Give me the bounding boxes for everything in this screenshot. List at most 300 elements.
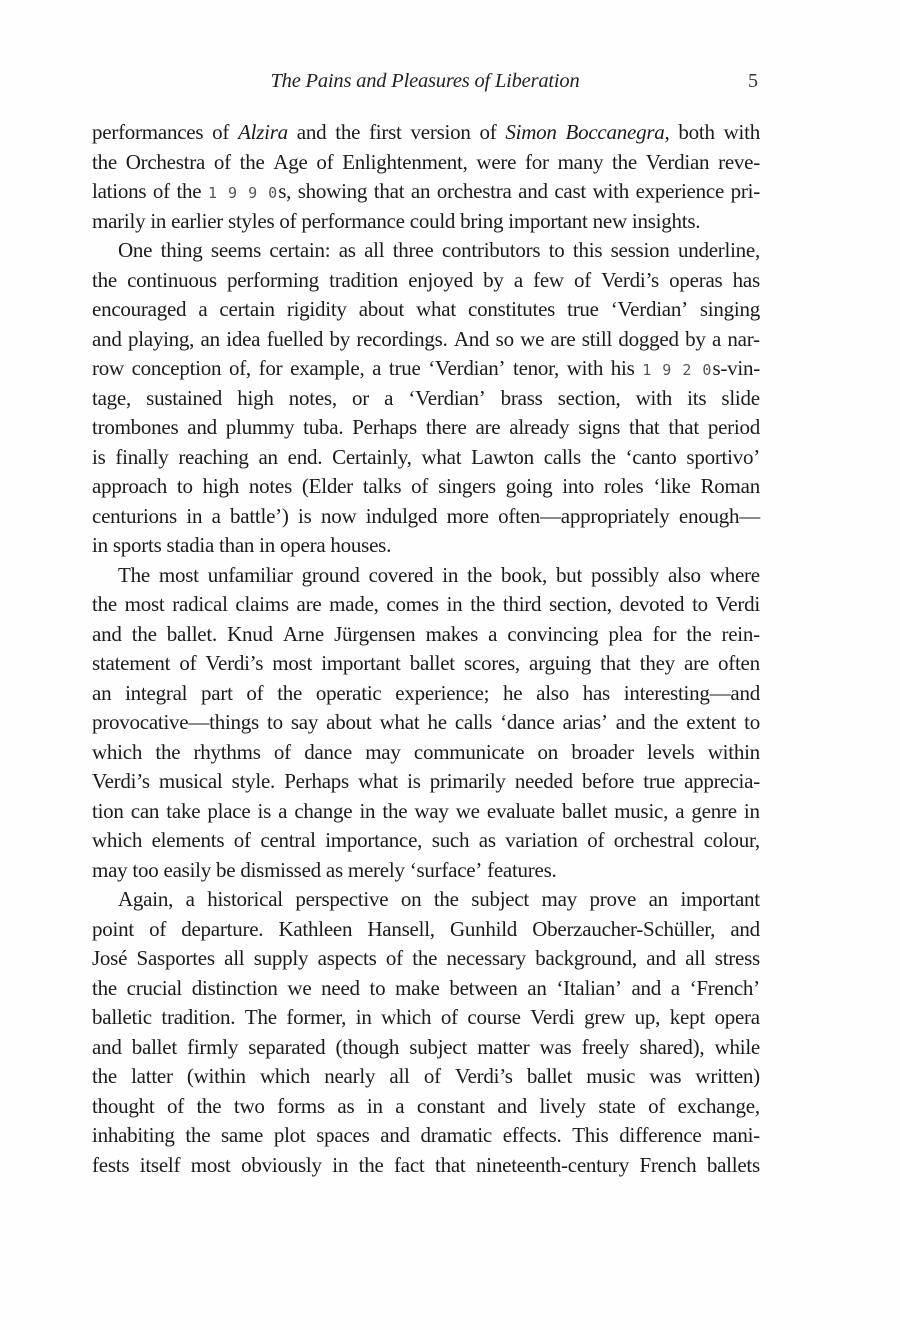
paragraph	[92, 118, 760, 236]
word: of	[587, 828, 605, 852]
word: and	[187, 415, 217, 439]
text-line	[92, 915, 760, 945]
word: the	[467, 562, 492, 587]
word: written)	[695, 1064, 760, 1088]
word: same	[220, 1123, 264, 1147]
word: stress	[714, 946, 760, 970]
word: stadia	[166, 533, 215, 557]
word: by	[329, 326, 350, 351]
word: true	[643, 769, 675, 793]
word: music	[586, 1064, 636, 1088]
word: evaluate	[486, 798, 555, 823]
word: the	[176, 179, 202, 203]
word: dismissed	[240, 857, 321, 882]
word: idea	[226, 326, 261, 351]
word: subject	[471, 887, 530, 911]
word: than	[219, 533, 255, 557]
text-line	[92, 413, 760, 443]
word: tion	[92, 798, 124, 823]
word: Verdi’s	[454, 1064, 513, 1088]
word: former,	[286, 1005, 347, 1029]
word: colour,	[703, 828, 760, 852]
word: section,	[557, 385, 621, 410]
word: in	[355, 1005, 372, 1029]
word: can	[130, 798, 160, 823]
text-line	[92, 944, 760, 974]
word: what	[358, 769, 398, 793]
word: is	[92, 444, 106, 469]
word: was	[649, 1064, 682, 1088]
word: what	[379, 710, 420, 734]
word: Verdi’s	[92, 769, 150, 793]
word: in	[359, 798, 376, 823]
word: houses.	[330, 533, 392, 557]
word: broader	[571, 739, 634, 764]
word: playing,	[127, 326, 195, 351]
word: certain:	[269, 238, 331, 262]
word: the	[196, 1093, 222, 1118]
word: still	[581, 326, 613, 351]
word: recordings.	[356, 326, 448, 351]
word: true	[567, 297, 599, 321]
word: so	[495, 326, 514, 351]
word: state	[598, 1093, 636, 1118]
word: makes	[425, 621, 478, 646]
word: in	[186, 503, 203, 528]
word: kept	[669, 1005, 705, 1029]
word: opera	[280, 533, 326, 557]
word: where	[709, 562, 760, 587]
word: could	[409, 208, 456, 233]
word: Oberzaucher-Schüller,	[532, 916, 716, 941]
word: provocative—things	[92, 710, 259, 734]
word: the	[92, 975, 117, 1000]
word: central	[260, 828, 316, 852]
word: we	[455, 798, 480, 823]
word: be	[215, 857, 236, 882]
text-line	[92, 443, 760, 473]
word: easily	[163, 857, 211, 882]
text-line	[92, 1033, 760, 1063]
body-text	[92, 118, 760, 1180]
word: insights.	[631, 208, 701, 233]
word: a	[711, 326, 722, 351]
word: freely	[581, 1034, 630, 1059]
word: which	[92, 828, 143, 852]
word: dogged	[618, 326, 679, 351]
word: perspective	[295, 887, 389, 911]
word: of	[316, 149, 334, 174]
word: ballet	[409, 651, 455, 675]
word: dance	[304, 739, 352, 764]
word: styles	[228, 208, 275, 233]
word: rigidity	[286, 297, 347, 321]
word: of	[648, 1093, 666, 1118]
word: ‘dance	[500, 710, 555, 734]
word: Knud	[227, 621, 273, 646]
word: an	[200, 326, 220, 351]
word: as	[338, 238, 356, 262]
word: in	[92, 533, 108, 557]
word: to	[692, 592, 708, 616]
word: a	[670, 975, 680, 1000]
word: Perhaps	[284, 769, 349, 793]
word: integral	[125, 680, 188, 705]
word: that	[373, 179, 405, 203]
word: the	[92, 149, 117, 174]
word: already	[509, 415, 570, 439]
word: an	[92, 680, 112, 705]
word: scores,	[463, 651, 520, 675]
word: ‘surface’	[409, 857, 483, 882]
word: of	[233, 828, 251, 852]
word: may	[365, 739, 401, 764]
word: Kathleen	[278, 916, 353, 941]
word: sportivo’	[686, 444, 760, 469]
word: an	[648, 887, 668, 911]
word: we	[520, 326, 545, 351]
word: was	[539, 1034, 572, 1059]
word: plot	[273, 1123, 306, 1147]
word: now	[320, 503, 357, 528]
word: brass	[500, 385, 543, 410]
word: with	[592, 179, 629, 203]
word: end.	[287, 444, 323, 469]
word: and	[518, 179, 548, 203]
word: with	[566, 356, 604, 380]
word: tenor,	[512, 356, 560, 380]
word: into	[562, 474, 594, 498]
word: point	[92, 916, 134, 941]
word: mani-	[712, 1123, 760, 1147]
word: a	[185, 887, 195, 911]
word: separated	[248, 1034, 326, 1059]
word: make	[395, 975, 440, 1000]
word: approach	[92, 474, 167, 498]
word: also	[536, 680, 569, 705]
word: the	[612, 149, 637, 174]
word: important	[680, 887, 760, 911]
word: more	[446, 503, 489, 528]
word: calls	[454, 710, 493, 734]
word: as	[325, 857, 343, 882]
word: a	[488, 621, 498, 646]
word: about	[358, 297, 405, 321]
word: ‘canto	[625, 444, 677, 469]
word: pri-	[730, 179, 760, 203]
text-line	[92, 1003, 760, 1033]
word: covered	[368, 562, 434, 587]
word: supply	[253, 946, 309, 970]
word: third	[502, 592, 542, 616]
word: needed	[514, 769, 573, 793]
word: Verdi’s	[205, 651, 264, 675]
word: the	[92, 1064, 117, 1088]
word: often	[717, 651, 760, 675]
decade-number: 1 9 2 0	[642, 361, 713, 379]
word: José	[92, 946, 128, 970]
word: (Elder	[301, 474, 353, 498]
word: we	[287, 975, 312, 1000]
word: many	[557, 149, 604, 174]
word: the	[382, 798, 408, 823]
word: nearly	[324, 1064, 376, 1088]
word: up,	[634, 1005, 661, 1029]
text-line	[92, 295, 760, 325]
word: reve-	[718, 149, 760, 174]
word: and	[92, 326, 122, 351]
word: The	[244, 1005, 277, 1029]
word: on	[537, 739, 559, 764]
word: contributors	[441, 238, 541, 262]
word: all	[224, 946, 245, 970]
word: notes	[248, 474, 292, 498]
word: this	[572, 238, 603, 262]
word: often—appropriately	[498, 503, 670, 528]
word: enough—	[678, 503, 760, 528]
word: with	[635, 385, 672, 410]
word: tradition	[329, 267, 399, 292]
word: continuous	[127, 267, 217, 292]
word: roles	[603, 474, 644, 498]
word: devoted	[619, 592, 685, 616]
word: three	[392, 238, 434, 262]
word: and	[730, 916, 760, 941]
paragraph	[92, 561, 760, 886]
text-line	[92, 974, 760, 1004]
word: music,	[614, 798, 669, 823]
word: and	[380, 1123, 410, 1147]
word: Arne	[282, 621, 324, 646]
word: communicate	[413, 739, 525, 764]
word: all	[685, 946, 706, 970]
word: primarily	[429, 769, 506, 793]
word: he	[503, 680, 523, 705]
word: example,	[290, 356, 365, 380]
word: he	[427, 710, 447, 734]
word: true	[388, 356, 421, 380]
word: s,	[278, 179, 292, 203]
word: made,	[329, 592, 379, 616]
word: ballet.	[166, 621, 217, 646]
word: musical	[158, 769, 223, 793]
word: before	[581, 769, 635, 793]
word: apprecia-	[684, 769, 760, 793]
word: enjoyed	[408, 267, 473, 292]
word: the	[412, 946, 438, 970]
word: constitutes	[468, 297, 556, 321]
word: itself	[139, 1152, 181, 1177]
word: the	[686, 621, 712, 646]
word: that	[435, 1152, 466, 1177]
word: all	[364, 238, 385, 262]
word: exchange,	[677, 1093, 760, 1118]
word: and	[646, 946, 676, 970]
word: of	[440, 1005, 458, 1029]
word: departure.	[181, 916, 264, 941]
word: of	[279, 208, 297, 233]
word: between	[449, 975, 518, 1000]
word: of	[411, 474, 429, 498]
word: marily	[92, 208, 146, 233]
word: its	[687, 385, 707, 410]
word: in	[259, 533, 276, 557]
word: aspects	[317, 946, 377, 970]
word: and	[497, 1093, 527, 1118]
word: and	[631, 975, 662, 1000]
word: arias’	[562, 710, 608, 734]
word: French	[639, 1152, 697, 1177]
word: obviously	[241, 1152, 322, 1177]
word: the	[653, 710, 679, 734]
word: and	[92, 1034, 122, 1059]
word: thing	[160, 238, 203, 262]
text-line	[92, 708, 760, 738]
word: book,	[500, 562, 547, 587]
word: take	[166, 798, 201, 823]
word: are	[296, 592, 322, 616]
word: rein-	[721, 621, 760, 646]
word: dramatic	[420, 1123, 492, 1147]
word: prove	[589, 887, 637, 911]
word: extent	[686, 710, 737, 734]
text-line	[92, 325, 760, 355]
word: which	[259, 1064, 311, 1088]
word: the	[92, 592, 117, 616]
word: plea	[608, 621, 643, 646]
word: reaching	[178, 444, 249, 469]
text-line	[92, 1121, 760, 1151]
word: distinction	[191, 975, 278, 1000]
word: the	[131, 621, 157, 646]
word: a	[278, 798, 288, 823]
word: in	[332, 1152, 349, 1177]
word: s-vin-	[712, 356, 760, 380]
word: there	[425, 415, 467, 439]
italic-title: Simon	[505, 120, 557, 144]
word: performance	[301, 208, 405, 233]
word: an	[410, 179, 431, 203]
word: say	[290, 710, 319, 734]
word: sustained	[146, 385, 223, 410]
word: while	[714, 1034, 760, 1059]
word: by	[483, 267, 504, 292]
word: shared),	[639, 1034, 705, 1059]
text-line	[92, 177, 760, 207]
word: are	[475, 415, 501, 439]
word: may	[541, 887, 577, 911]
word: of	[213, 149, 231, 174]
word: notes,	[288, 385, 337, 410]
word: interesting—and	[623, 680, 760, 705]
word: way	[414, 798, 449, 823]
word: forms	[277, 1093, 325, 1118]
word: the	[358, 1152, 384, 1177]
word: battle’)	[230, 503, 289, 528]
text-line	[92, 738, 760, 768]
word: version	[410, 120, 471, 144]
word: about	[326, 710, 372, 734]
word: of	[179, 651, 197, 675]
word: Verdi	[530, 1005, 575, 1029]
word: opera	[714, 1005, 760, 1029]
text-line	[92, 1092, 760, 1122]
word: on	[400, 887, 422, 911]
word: the	[470, 592, 496, 616]
word: which	[381, 1005, 432, 1029]
word: claims	[235, 592, 289, 616]
word: Gunhild	[449, 916, 518, 941]
word: that	[629, 415, 660, 439]
word: for	[652, 621, 677, 646]
word: seems	[210, 238, 261, 262]
word: in	[446, 592, 463, 616]
word: variation	[505, 828, 578, 852]
word: the	[92, 267, 117, 292]
word: and	[615, 710, 646, 734]
word: also	[667, 562, 701, 587]
word: constant	[416, 1093, 485, 1118]
word: thought	[92, 1093, 155, 1118]
word: within	[707, 739, 760, 764]
word: as	[478, 828, 496, 852]
word: fact	[394, 1152, 425, 1177]
word: most	[190, 1152, 231, 1177]
word: finally	[115, 444, 169, 469]
word: subject	[409, 1034, 468, 1059]
word: One	[118, 238, 153, 262]
italic-title: Boccanegra	[565, 120, 665, 144]
word: ‘Verdian’	[428, 356, 506, 380]
word: a	[395, 1093, 405, 1118]
word: need	[321, 975, 360, 1000]
word: such	[431, 828, 470, 852]
word: Hansell,	[367, 916, 435, 941]
word: most	[124, 592, 165, 616]
word: operas	[669, 267, 723, 292]
text-line	[92, 1151, 760, 1181]
word: radical	[172, 592, 228, 616]
word: Again,	[118, 887, 174, 911]
word: both	[678, 120, 715, 144]
word: in	[743, 798, 760, 823]
word: possibly	[591, 562, 660, 587]
word: are	[550, 326, 576, 351]
word: is	[298, 503, 312, 528]
word: spaces	[316, 1123, 370, 1147]
word: (though	[335, 1034, 400, 1059]
word: has	[732, 267, 760, 292]
word: background,	[535, 946, 637, 970]
word: Sasportes	[136, 946, 215, 970]
word: of	[385, 946, 403, 970]
word: encouraged	[92, 297, 187, 321]
word: the	[433, 887, 459, 911]
word: ,	[664, 120, 670, 144]
word: period	[707, 415, 760, 439]
word: all	[389, 1064, 410, 1088]
word: a	[211, 503, 221, 528]
word: may	[92, 857, 128, 882]
word: section,	[549, 592, 612, 616]
text-line	[92, 856, 760, 886]
word: comes	[386, 592, 439, 616]
word: that	[668, 415, 699, 439]
word: fests	[92, 1152, 130, 1177]
word: unfamiliar	[207, 562, 293, 587]
word: to	[176, 474, 193, 498]
word: grew	[584, 1005, 626, 1029]
